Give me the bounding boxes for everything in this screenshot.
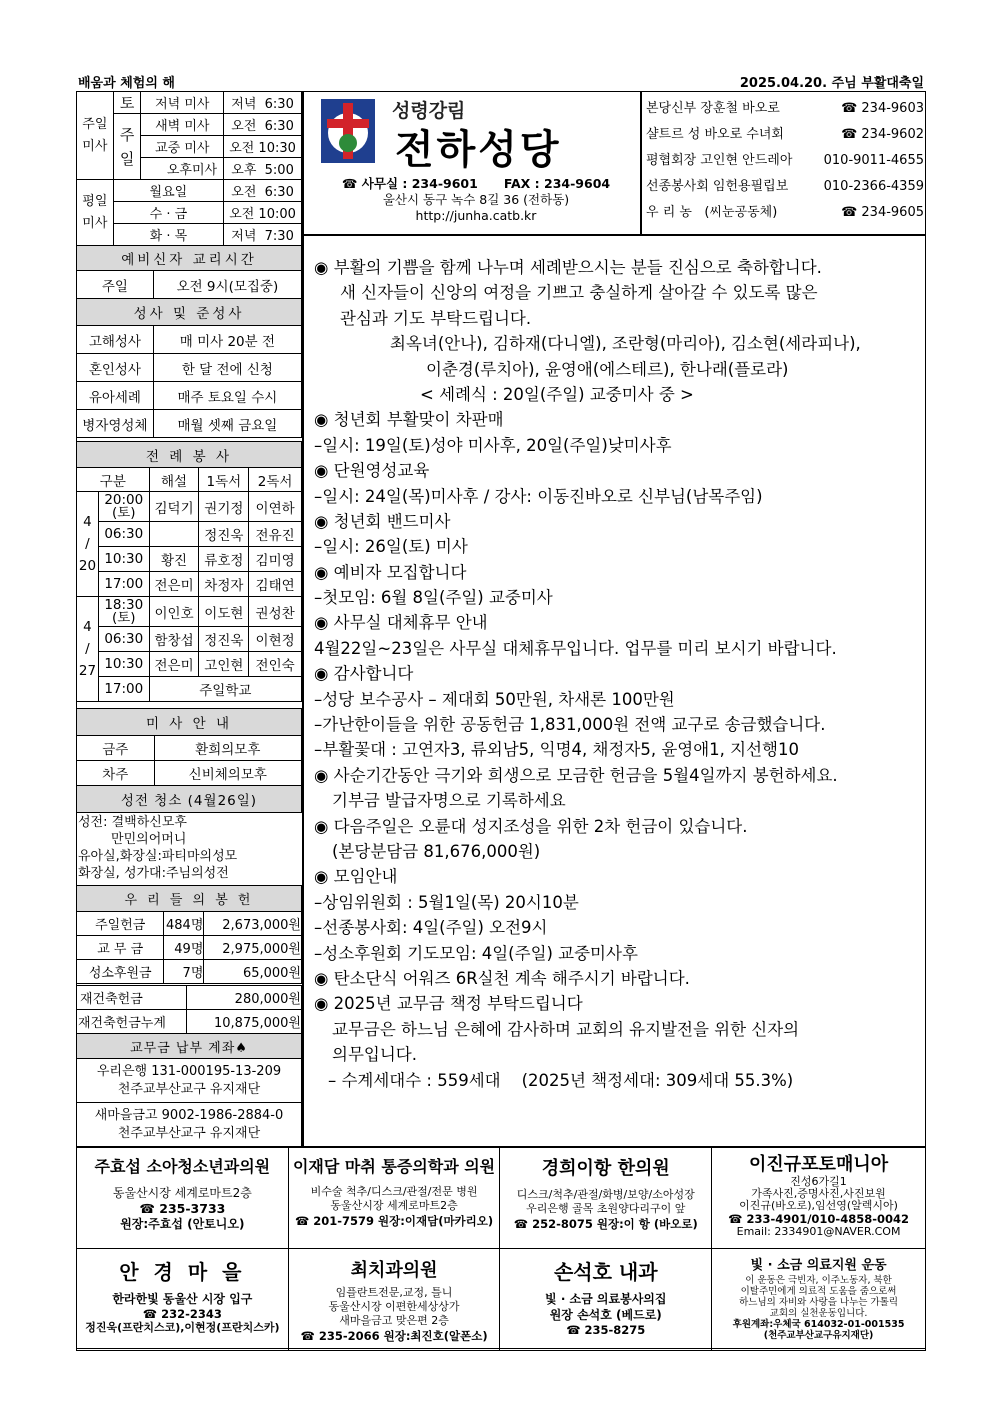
mass-name: 교중 미사 bbox=[141, 136, 224, 158]
notice-line: –상임위원회 : 5월1일(목) 20시10분 bbox=[314, 892, 579, 912]
staff-row bbox=[646, 200, 924, 226]
notice-line: ◉ 감사합니다 bbox=[314, 664, 414, 684]
staff-phone: ☎ 234-9603 bbox=[841, 101, 924, 116]
notice-line: 의무입니다. bbox=[332, 1045, 417, 1065]
mass-name: 오후미사 bbox=[141, 158, 224, 180]
notice-line: ◉ 탄소단식 어워즈 6R실천 계속 해주시기 바랍니다. bbox=[314, 968, 690, 988]
ad-block bbox=[712, 1147, 926, 1249]
liturgy-cell: 권성찬 bbox=[249, 597, 302, 627]
offering-amount: 2,975,000원 bbox=[204, 936, 302, 960]
staff-phone: 010-9011-4655 bbox=[823, 153, 924, 168]
offering-count: 484명 bbox=[164, 912, 204, 936]
staff-row bbox=[646, 174, 924, 200]
mass-guide-table bbox=[76, 708, 302, 813]
staff-name: 우 리 농 (씨눈공동체) bbox=[646, 205, 778, 220]
notice-line: 4월22일~23일은 사무실 대체휴무입니다. 업무를 미리 보시기 바랍니다. bbox=[314, 638, 837, 658]
account-line: 천주교부산교구 유지재단 bbox=[117, 1125, 261, 1141]
catechism-label: 주일 bbox=[77, 271, 154, 299]
ad-title: 이재담 마취 통증의학과 의원 bbox=[292, 1157, 496, 1176]
ad-title: 최치과의원 bbox=[350, 1260, 438, 1281]
building-fund-amount: 280,000원 bbox=[186, 986, 301, 1010]
sacrament-name: 유아세례 bbox=[77, 382, 154, 410]
staff-name: 샬트르 성 바오로 수녀회 bbox=[646, 127, 784, 142]
account-item bbox=[77, 1103, 302, 1147]
ad-line: 원장 손석호 (베드로) bbox=[549, 1308, 662, 1322]
ad-block bbox=[500, 1147, 712, 1249]
church-logo-icon bbox=[321, 99, 375, 163]
offering-name: 교 무 금 bbox=[77, 936, 164, 960]
weekday-time: 오전 6:30 bbox=[224, 180, 302, 202]
ad-line: 빛 · 소금 의료봉사의집 bbox=[545, 1292, 667, 1306]
liturgy-cell: 류호정 bbox=[199, 547, 249, 572]
liturgy-header: 해설 bbox=[149, 468, 199, 492]
staff-list bbox=[646, 96, 924, 226]
liturgy-cell bbox=[149, 522, 199, 547]
building-fund-amount: 10,875,000원 bbox=[186, 1010, 301, 1034]
ad-phone: ☎ 252-8075 원장:이 항 (바오로) bbox=[513, 1217, 698, 1231]
liturgy-cell: 고인현 bbox=[199, 652, 249, 677]
cleaning-line: 만민의어머니 bbox=[78, 832, 187, 847]
ad-phone: ☎ 235-8275 bbox=[566, 1323, 646, 1337]
liturgy-cell: 황진 bbox=[149, 547, 199, 572]
sacrament-note: 매월 셋째 금요일 bbox=[153, 410, 301, 438]
liturgy-time: 10:30 bbox=[98, 652, 149, 677]
ad-line: 동울산시장 세계로마트2층 bbox=[112, 1186, 252, 1200]
liturgy-time: 17:00 bbox=[98, 572, 149, 597]
offering-count: 49명 bbox=[164, 936, 204, 960]
sun-label: 주 일 bbox=[113, 114, 141, 180]
liturgy-table bbox=[76, 441, 302, 702]
church-name: 전하성당 bbox=[395, 126, 562, 173]
mass-time: 오전 6:30 bbox=[224, 114, 302, 136]
notice-line: –일시: 26일(토) 미사 bbox=[314, 537, 468, 557]
notice-line: ◉ 예비자 모집합니다 bbox=[314, 562, 467, 582]
header-left: 배움과 체험의 해 bbox=[78, 76, 175, 91]
offering-amount: 2,673,000원 bbox=[204, 912, 302, 936]
ad-phone: ☎ 233-4901/010-4858-0042 bbox=[728, 1212, 909, 1226]
sacrament-note: 매주 토요일 수시 bbox=[153, 382, 301, 410]
ad-line: 이진규(바오로),임선영(알렉시아) bbox=[739, 1199, 898, 1212]
staff-name: 선종봉사회 임헌용필립보 bbox=[646, 179, 789, 194]
offering-table bbox=[76, 885, 302, 984]
church-office: ☎ 사무실 : 234-9601 FAX : 234-9604 bbox=[341, 176, 611, 191]
mass-guide-title: 미 사 안 내 bbox=[77, 709, 302, 736]
mass-times-table bbox=[76, 91, 302, 246]
ad-block bbox=[500, 1249, 712, 1351]
staff-row bbox=[646, 96, 924, 122]
account-item bbox=[77, 1059, 302, 1103]
cleaning-line: 유아실,화장실:파티마의성모 bbox=[78, 849, 238, 864]
mass-name: 새벽 미사 bbox=[141, 114, 224, 136]
liturgy-cell: 김덕기 bbox=[149, 492, 199, 522]
mass-time: 오후 5:00 bbox=[224, 158, 302, 180]
ad-line: 동울산시장 세계로마트2층 bbox=[330, 1199, 458, 1212]
notice-line: ◉ 청년회 밴드미사 bbox=[314, 511, 451, 531]
ad-title: 이진규포토매니아 bbox=[749, 1154, 889, 1175]
sacrament-name: 고해성사 bbox=[77, 326, 154, 354]
notice-line: ◉ 다음주일은 오륜대 성지조성을 위한 2차 헌금이 있습니다. bbox=[314, 816, 748, 836]
liturgy-cell: 전은미 bbox=[149, 652, 199, 677]
liturgy-cell: 전은미 bbox=[149, 572, 199, 597]
catechism-title: 예비신자 교리시간 bbox=[77, 246, 302, 271]
liturgy-cell: 이연하 bbox=[249, 492, 302, 522]
staff-row bbox=[646, 148, 924, 174]
sunday-mass-label: 주일 미사 bbox=[77, 92, 114, 180]
offering-name: 성소후원금 bbox=[77, 960, 164, 984]
ad-line: 교회의 실천운동입니다. bbox=[769, 1308, 868, 1319]
offering-amount: 65,000원 bbox=[204, 960, 302, 984]
staff-name: 본당신부 장훈철 바오로 bbox=[646, 101, 780, 116]
ad-block bbox=[712, 1249, 926, 1351]
sacraments-table bbox=[76, 245, 302, 438]
notice-line: ◉ 청년회 부활맞이 차판매 bbox=[314, 410, 504, 430]
notice-line: –선종봉사회: 4일(주일) 오전9시 bbox=[314, 918, 548, 938]
offering-title: 우 리 들 의 봉 헌 bbox=[77, 886, 302, 912]
notice-line: 교무금은 하느님 은혜에 감사하며 교회의 유지발전을 위한 신자의 bbox=[332, 1019, 800, 1039]
liturgy-cell: 김태연 bbox=[249, 572, 302, 597]
notice-line: 새 신자들이 신앙의 여정을 기쁘고 충실하게 살아갈 수 있도록 많은 bbox=[340, 283, 818, 303]
ad-title: 빛 · 소금 의료지원 운동 bbox=[750, 1258, 887, 1273]
sacraments-title: 성사 및 준성사 bbox=[77, 299, 302, 326]
notice-line: –첫모임: 6월 8일(주일) 교중미사 bbox=[314, 588, 553, 608]
liturgy-header: 2독서 bbox=[249, 468, 302, 492]
accounts-title: 교무금 납부 계좌♠ bbox=[77, 1034, 302, 1059]
cleaning-list bbox=[78, 814, 300, 882]
ad-line: 하느님의 자비와 사랑을 나누는 가톨릭 bbox=[739, 1297, 899, 1308]
mass-time: 저녁 6:30 bbox=[224, 92, 302, 114]
ad-line: 진성6가길1 bbox=[790, 1175, 847, 1188]
church-address: 울산시 동구 녹수 8길 36 (전하동) bbox=[382, 192, 570, 207]
ad-phone: ☎ 201-7579 원장:이재담(마카리오) bbox=[294, 1214, 494, 1228]
weekday-time: 오전 10:00 bbox=[224, 202, 302, 224]
ad-line: 이 운동은 극빈자, 이주노동자, 북한 bbox=[745, 1275, 892, 1286]
ad-title: 경희이항 한의원 bbox=[541, 1158, 670, 1179]
ad-line: 원장:주효섭 (안토니오) bbox=[120, 1217, 245, 1231]
notice-line: –일시: 19일(토)성야 미사후, 20일(주일)낮미사후 bbox=[314, 435, 672, 455]
liturgy-cell: 차정자 bbox=[199, 572, 249, 597]
church-contact bbox=[316, 176, 636, 224]
liturgy-cell: 주일학교 bbox=[149, 677, 301, 702]
ad-title: 손석호 내과 bbox=[553, 1260, 658, 1284]
account-line: 천주교부산교구 유지재단 bbox=[117, 1081, 261, 1097]
ad-block bbox=[77, 1147, 289, 1249]
liturgy-date: 4 / 27 bbox=[77, 597, 99, 702]
weekday-name: 화 · 목 bbox=[113, 224, 223, 246]
liturgy-cell: 이인호 bbox=[149, 597, 199, 627]
ad-line: 동울산시장 이편한세상상가 bbox=[328, 1300, 460, 1313]
ad-line: 우리은행 골목 초원양다리구이 앞 bbox=[526, 1202, 686, 1215]
liturgy-time: 06:30 bbox=[98, 522, 149, 547]
ad-line: 비수술 척추/디스크/관절/전문 병원 bbox=[310, 1185, 478, 1198]
notice-line: 최옥녀(안나), 김하재(다니엘), 조란형(마리아), 김소현(세라피나), bbox=[390, 334, 861, 354]
account-line: 새마을금고 9002-1986-2884-0 bbox=[94, 1107, 284, 1123]
ad-phone: ☎ 235-2066 원장:최진호(알폰소) bbox=[300, 1329, 488, 1343]
notice-line: 이춘경(루치아), 윤영애(에스테르), 한나래(플로라) bbox=[426, 359, 789, 379]
notice-line: < 세례식 : 20일(주일) 교중미사 중 > bbox=[420, 384, 694, 404]
ad-line: 후원계좌:우체국 614032-01-001535 bbox=[732, 1319, 905, 1330]
mass-guide-value: 신비체의모후 bbox=[154, 761, 301, 786]
staff-phone: 010-2366-4359 bbox=[823, 179, 924, 194]
building-fund-table bbox=[76, 985, 302, 1147]
liturgy-time: 20:00 (토) bbox=[98, 492, 149, 522]
weekday-mass-label: 평일 미사 bbox=[77, 180, 114, 246]
ad-block bbox=[288, 1147, 500, 1249]
mass-guide-label: 차주 bbox=[77, 761, 155, 786]
staff-phone: ☎ 234-9605 bbox=[841, 205, 924, 220]
liturgy-cell: 권기정 bbox=[199, 492, 249, 522]
notice-list bbox=[314, 255, 914, 1093]
weekday-name: 월요일 bbox=[113, 180, 223, 202]
notice-line: 기부금 발급자명으로 기록하세요 bbox=[332, 791, 566, 811]
notice-line: ◉ 단원영성교육 bbox=[314, 461, 430, 481]
ad-phone: ☎ 232-2343 bbox=[142, 1307, 222, 1321]
ad-line: 한라한빛 동울산 시장 입구 bbox=[112, 1292, 253, 1306]
ad-line: 이탈주민에게 의료적 도움을 줌으로써 bbox=[740, 1286, 897, 1297]
mass-guide-label: 금주 bbox=[77, 736, 155, 761]
liturgy-cell: 전유진 bbox=[249, 522, 302, 547]
notice-line: ◉ 모임안내 bbox=[314, 867, 398, 887]
ads-table bbox=[76, 1146, 926, 1351]
notice-line: ◉ 사순기간동안 극기와 희생으로 모금한 헌금을 5월4일까지 봉헌하세요. bbox=[314, 765, 838, 785]
ad-line: 가족사진,증명사진,사진보원 bbox=[751, 1187, 886, 1200]
liturgy-header: 구분 bbox=[77, 468, 150, 492]
notice-line: (본당분담금 81,676,000원) bbox=[332, 841, 541, 861]
weekday-name: 수 · 금 bbox=[113, 202, 223, 224]
ad-email: Email: 2334901@NAVER.COM bbox=[736, 1225, 901, 1238]
notice-line: – 수계세대수 : 559세대 (2025년 책정세대: 309세대 55.3%) bbox=[328, 1070, 794, 1090]
offering-name: 주일헌금 bbox=[77, 912, 164, 936]
church-url[interactable]: http://junha.catb.kr bbox=[415, 208, 537, 223]
ad-line: 정진욱(프란치스코),이현정(프란치스카) bbox=[85, 1321, 280, 1334]
mass-time: 오전 10:30 bbox=[224, 136, 302, 158]
ad-line: 임플란트전문,교정, 틀니 bbox=[335, 1286, 453, 1299]
staff-name: 평협회장 고인현 안드레아 bbox=[646, 153, 793, 168]
liturgy-cell: 이현정 bbox=[249, 627, 302, 652]
header-right: 2025.04.20. 주님 부활대축일 bbox=[739, 76, 924, 91]
ad-phone: ☎ 235-3733 bbox=[139, 1201, 226, 1216]
liturgy-cell: 이도현 bbox=[199, 597, 249, 627]
building-fund-name: 재건축헌금 bbox=[77, 986, 187, 1010]
liturgy-time: 10:30 bbox=[98, 547, 149, 572]
notice-line: –성소후원회 기도모임: 4일(주일) 교중미사후 bbox=[314, 943, 638, 963]
cleaning-line: 화장실, 성가대:주님의성전 bbox=[78, 866, 229, 881]
ad-line: (천주교부산교구유지재단) bbox=[763, 1330, 874, 1341]
notice-line: ◉ 2025년 교무금 책정 부탁드립니다 bbox=[314, 994, 583, 1014]
church-subtitle: 성령강림 bbox=[392, 100, 466, 122]
ad-block bbox=[288, 1249, 500, 1351]
mass-name: 저녁 미사 bbox=[141, 92, 224, 114]
cleaning-line: 성전: 결백하신모후 bbox=[78, 815, 187, 830]
liturgy-cell: 김미영 bbox=[249, 547, 302, 572]
sacrament-note: 매 미사 20분 전 bbox=[153, 326, 301, 354]
liturgy-cell: 정진욱 bbox=[199, 522, 249, 547]
staff-row bbox=[646, 122, 924, 148]
sat-label: 토 bbox=[113, 92, 141, 114]
notice-line: –부활꽃대 : 고연자3, 류외남5, 익명4, 채정자5, 윤영애1, 지선행10 bbox=[314, 740, 799, 760]
liturgy-date: 4 / 20 bbox=[77, 492, 99, 597]
sacrament-name: 혼인성사 bbox=[77, 354, 154, 382]
catechism-value: 오전 9시(모집중) bbox=[153, 271, 301, 299]
liturgy-cell: 함창섭 bbox=[149, 627, 199, 652]
notice-line: –일시: 24일(목)미사후 / 강사: 이동진바오로 신부님(남목주임) bbox=[314, 486, 763, 506]
ad-line: 새마을금고 맞은편 2층 bbox=[339, 1314, 449, 1327]
liturgy-cell: 전인숙 bbox=[249, 652, 302, 677]
liturgy-title: 전 례 봉 사 bbox=[77, 442, 302, 468]
ad-title: 주효섭 소아청소년과의원 bbox=[94, 1157, 271, 1176]
notice-line: ◉ 사무실 대체휴무 안내 bbox=[314, 613, 488, 633]
account-line: 우리은행 131-000195-13-209 bbox=[96, 1063, 282, 1079]
liturgy-time: 06:30 bbox=[98, 627, 149, 652]
liturgy-cell: 정진욱 bbox=[199, 627, 249, 652]
cleaning-title: 성전 청소 (4월26일) bbox=[77, 786, 302, 813]
notice-line: ◉ 부활의 기쁨을 함께 나누며 세례받으시는 분들 진심으로 축하합니다. bbox=[314, 258, 822, 277]
liturgy-time: 17:00 bbox=[98, 677, 149, 702]
ad-line: 디스크/척추/관절/화병/보양/소아성장 bbox=[516, 1188, 695, 1201]
liturgy-header: 1독서 bbox=[199, 468, 249, 492]
mass-guide-value: 환희의모후 bbox=[154, 736, 301, 761]
sacrament-note: 한 달 전에 신청 bbox=[153, 354, 301, 382]
notice-line: 관심과 기도 부탁드립니다. bbox=[340, 308, 532, 328]
weekday-time: 저녁 7:30 bbox=[224, 224, 302, 246]
staff-phone: ☎ 234-9602 bbox=[841, 127, 924, 142]
building-fund-name: 재건축헌금누계 bbox=[77, 1010, 187, 1034]
ad-block bbox=[77, 1249, 289, 1351]
ad-title: 안 경 마 을 bbox=[119, 1260, 246, 1284]
notice-line: –성당 보수공사 – 제대회 50만원, 차새론 100만원 bbox=[314, 689, 675, 709]
liturgy-time: 18:30 (토) bbox=[98, 597, 149, 627]
notice-line: –가난한이들을 위한 공동헌금 1,831,000원 전액 교구로 송금했습니다. bbox=[314, 715, 826, 735]
sacrament-name: 병자영성체 bbox=[77, 410, 154, 438]
offering-count: 7명 bbox=[164, 960, 204, 984]
